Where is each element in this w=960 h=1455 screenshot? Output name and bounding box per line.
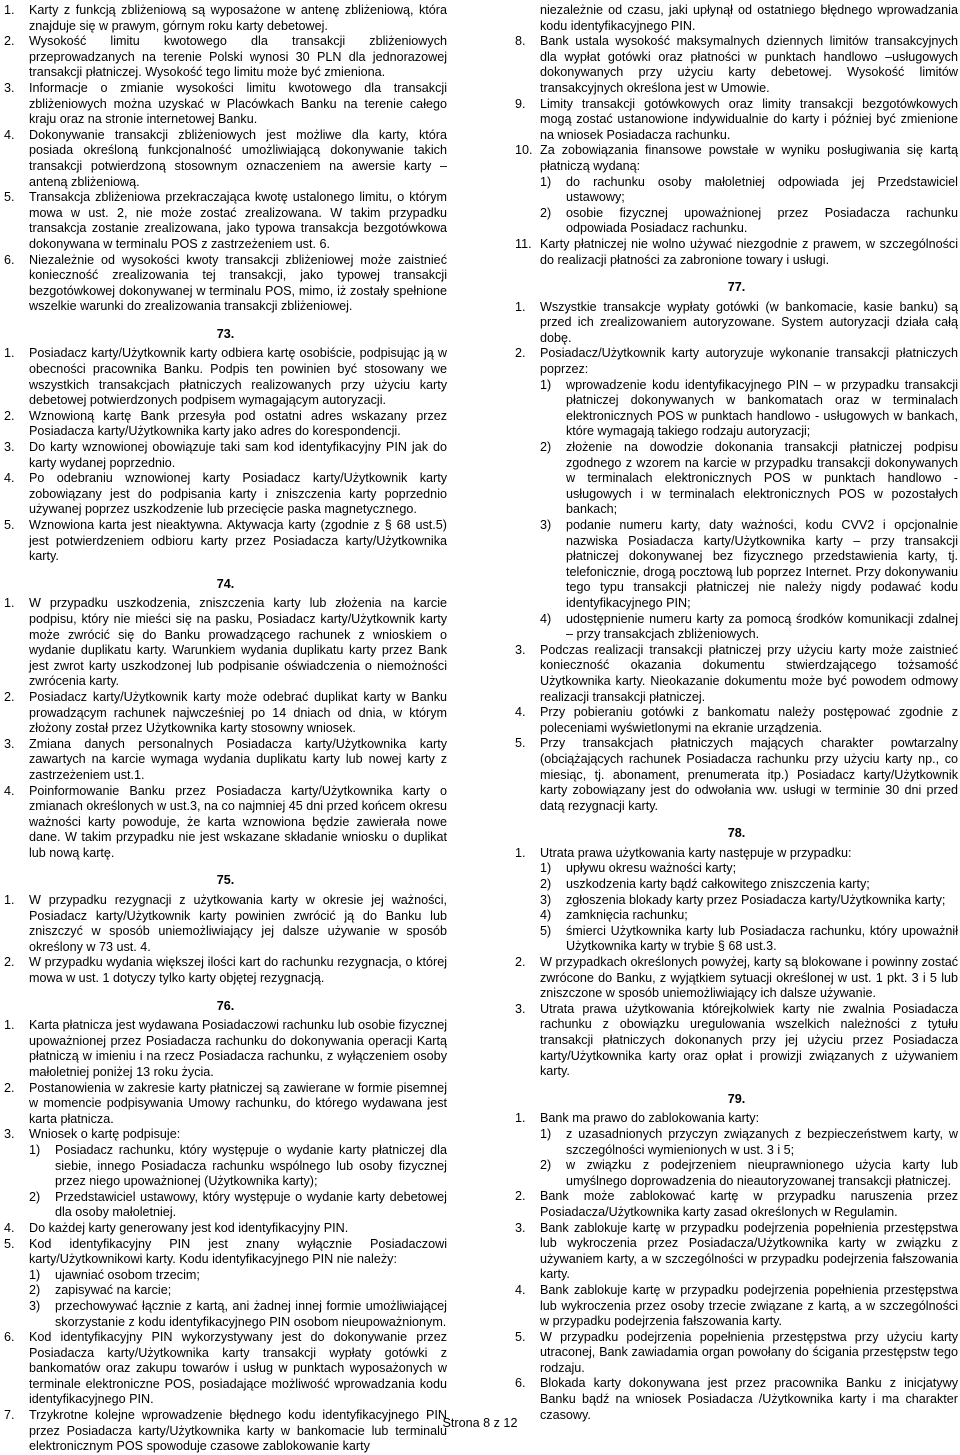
sub-clause	[540, 877, 958, 893]
sub-clause-text: w związku z podejrzeniem nieuprawnionego użycia karty lub umyślnego doprowadzenia do nieautoryzowanej transakcji płatniczej.	[566, 1158, 958, 1188]
sub-clause-number: 5)	[540, 923, 552, 938]
clause-text: Poinformowanie Banku przez Posiadacza karty/Użytkownika karty o zmianach określonych w ust.3, na co najmniej 45 dni przed końcem okresu ważności karty powoduje, że karta wznowiona będzie zawierała nowe dane. W takim przypadku nie jest wskazane składanie wniosku o duplikat lub nową kartę.	[29, 783, 447, 860]
sub-clause-text: Przedstawiciel ustawowy, który występuje o wydanie karty debetowej dla osoby małoletniej.	[55, 1189, 447, 1220]
sub-clause-number: 4)	[540, 611, 552, 626]
clause-number: 2.	[515, 1189, 526, 1204]
numbered-clause	[515, 955, 958, 1002]
numbered-clause	[515, 237, 958, 268]
clause-text: Karta płatnicza jest wydawana Posiadaczowi rachunku lub osobie fizycznej upoważnionej przez Posiadacza rachunku do dokonywania operacji Kartą płatniczą w imieniu i na rzecz Posiadacza rachunku, z wyłączeniem osoby małoletniej poniżej 13 roku życia.	[29, 1018, 447, 1079]
numbered-clause	[4, 1221, 447, 1237]
clause-text: Blokada karty dokonywana jest przez pracownika Banku z inicjatywy Banku bądź na wniosek Posiadacza /Użytkownika karty i ma charakter czasowy.	[540, 1376, 958, 1422]
clause-text: Wszystkie transakcje wypłaty gotówki (w bankomacie, kasie banku) są przed ich zrealizowaniem autoryzowane. System autoryzacji działa całą dobę.	[540, 299, 958, 345]
sub-clause-number: 1)	[29, 1267, 41, 1282]
clause-text: Trzykrotne kolejne wprowadzenie błędnego kodu identyfikacyjnego PIN przez Posiadacza karty/Użytkownika karty w bankomacie lub terminalu elektronicznym POS spowoduje czasowe zablokowanie karty	[29, 1408, 447, 1454]
numbered-clause	[515, 1221, 958, 1283]
sub-clause	[29, 1299, 447, 1330]
clause-number: 6.	[4, 252, 15, 267]
sub-clause	[29, 1190, 447, 1221]
left-column	[4, 3, 447, 1455]
numbered-clause	[4, 346, 447, 408]
numbered-clause	[515, 97, 958, 144]
clause-text: Do karty wznowionej obowiązuje taki sam kod identyfikacyjny PIN jak do karty wydanej poprzednio.	[29, 440, 447, 470]
numbered-clause	[515, 143, 958, 237]
clause-number: 5.	[4, 1236, 15, 1251]
clause-number: 4.	[4, 127, 15, 142]
clause-text: Wznowioną kartę Bank przesyła pod ostatni adres wskazany przez Posiadacza karty/Użytkownika karty jako adres do korespondencji.	[29, 408, 447, 439]
numbered-clause	[4, 128, 447, 190]
sub-clause	[540, 1158, 958, 1189]
sub-clause	[540, 518, 958, 612]
sub-clause	[540, 1127, 958, 1158]
clause-text: Posiadacz karty/Użytkownik karty może odebrać duplikat karty w Banku prowadzącym rachunek najwcześniej po 14 dniach od dnia, w którym złożony został przez Użytkownika karty stosowny wniosek.	[29, 689, 447, 736]
clause-text: Posiadacz karty/Użytkownik karty odbiera kartę osobiście, podpisując ją w obecności pracownika Banku. Podpis ten powinien być stosowany we wszystkich transakcjach płatniczych realizowanych przy użyciu karty debetowej potwierdzonych podpisem wymagającym autoryzacji.	[29, 346, 447, 408]
clause-text: Podczas realizacji transakcji płatniczej przy użyciu karty może zaistnieć konieczność okazania dokumentu stwierdzającego tożsamość Użytkownika karty. Nieokazanie dokumentu może być powodem odmowy realizacji transakcji płatniczej.	[540, 642, 958, 704]
sub-clause-text: wprowadzenie kodu identyfikacyjnego PIN – w przypadku transakcji płatniczej dokonywanych w bankomatach oraz w terminalach elektronicznych POS w punktach handlowo - usługowych w bankach, które wymagają takiego rodzaju autoryzacji;	[566, 377, 958, 439]
clause-number: 4.	[515, 705, 526, 720]
clause-number: 1.	[4, 596, 15, 611]
numbered-clause	[4, 34, 447, 81]
clause-text: W przypadkach określonych powyżej, karty są blokowane i powinny zostać zwrócone do Banku, z wyjątkiem sytuacji określonej w ust. 1 pkt. 3 i 5 lub zniszczone w sposób uniemożliwiający ich dalsze używanie.	[540, 955, 958, 1001]
clause-number: 3.	[515, 642, 526, 657]
clause-text: Wniosek o kartę podpisuje:	[29, 1127, 181, 1142]
clause-number: 1.	[4, 346, 15, 361]
numbered-clause	[515, 643, 958, 705]
sub-clause-number: 3)	[29, 1298, 41, 1313]
clause-text: W przypadku podejrzenia popełnienia przestępstwa przy użyciu karty utraconej, Bank zawiadamia organ powołany do ścigania przestępstw tego rodzaju.	[540, 1329, 958, 1375]
sub-clause-number: 1)	[540, 174, 552, 189]
sub-clause-number: 1)	[540, 377, 552, 392]
continued-paragraph: niezależnie od czasu, jaki upłynął od ostatniego błędnego wprowadzania kodu identyfikacyjnego PIN.	[540, 3, 958, 33]
clause-text: Wysokość limitu kwotowego dla transakcji zbliżeniowych przeprowadzanych na terenie Polski wynosi 30 PLN dla jednorazowej transakcji płatniczej. Wysokość tego limitu może być zmieniona.	[29, 34, 447, 80]
sub-clause-text: zgłoszenia blokady karty przez Posiadacza karty/Użytkownika karty;	[566, 892, 946, 907]
sub-clause-number: 2)	[540, 205, 552, 220]
clause-number: 4.	[4, 1220, 15, 1235]
numbered-clause	[4, 409, 447, 440]
sub-clause-text: z uzasadnionych przyczyn związanych z bezpieczeństwem karty, w szczególności wymienionych w ust. 3 i 5;	[566, 1126, 958, 1157]
clause-number: 1.	[515, 1111, 526, 1126]
numbered-clause	[4, 1127, 447, 1221]
numbered-clause	[515, 346, 958, 642]
clause-text: Utrata prawa użytkowania karty następuje w przypadku:	[540, 845, 852, 860]
numbered-clause	[4, 784, 447, 862]
clause-text: Przy pobieraniu gotówki z bankomatu należy postępować zgodnie z poleceniami wyświetlonymi na ekranie urządzenia.	[540, 705, 958, 735]
section-heading: 79.	[727, 1091, 746, 1106]
sub-clause-text: upływu okresu ważności karty;	[566, 861, 737, 876]
numbered-clause	[4, 518, 447, 565]
sub-clause-text: Posiadacz rachunku, który występuje o wydanie karty płatniczej dla siebie, innego Posiadacza rachunku wspólnego lub osoby fizycznej przez niego upoważnionej (Użytkownika karty);	[55, 1142, 447, 1189]
sub-clause-number: 1)	[540, 1126, 552, 1141]
numbered-clause	[4, 893, 447, 955]
clause-text: Wznowiona karta jest nieaktywna. Aktywacja karty (zgodnie z § 68 ust.5) jest potwierdzeniem odbioru karty przez Posiadacza karty/Użytkownika karty.	[29, 518, 447, 564]
sub-clause-number: 2)	[540, 877, 552, 892]
clause-number: 3.	[4, 736, 15, 751]
clause-number: 3.	[515, 1001, 526, 1016]
clause-number: 6.	[515, 1376, 526, 1391]
sub-clause-text: do rachunku osoby małoletniej odpowiada jej Przedstawiciel ustawowy;	[566, 174, 958, 205]
clause-number: 3.	[4, 440, 15, 455]
clause-text: W przypadku uszkodzenia, zniszczenia karty lub złożenia na karcie podpisu, który nie mieści się na pasku, Posiadacz karty/Użytkownik karty może zwrócić się do Banku prowadzącego rachunek z wnioskiem o wydanie duplikatu karty. Warunkiem wydania duplikatu karty przez Bank jest zwrot karty uszkodzonej lub podpisanie oświadczenia o niemożności zwrócenia karty.	[29, 596, 447, 689]
sub-clause-text: uszkodzenia karty bądź całkowitego zniszczenia karty;	[566, 877, 870, 892]
clause-number: 5.	[4, 518, 15, 532]
clause-text: Bank ma prawo do zablokowania karty:	[540, 1111, 760, 1126]
numbered-clause	[4, 1018, 447, 1080]
section-heading: 78.	[727, 826, 746, 841]
clause-text: Bank ustala wysokość maksymalnych dziennych limitów transakcyjnych dla wypłat gotówki oraz płatności w punktach handlowo –usługowych dokonywanych przy użyciu karty debetowej. Wysokość limitów transakcyjnych określona jest w Umowie.	[540, 34, 958, 95]
clause-number: 4.	[515, 1282, 526, 1297]
sub-clause	[540, 861, 958, 877]
clause-text: Przy transakcjach płatniczych mających charakter powtarzalny (obciążających rachunek Posiadacza rachunku przy użyciu karty np., co miesiąc, tj. abonament, prenumerata itp.) Posiadacz karty/Użytkownik karty zobowiązany jest do odwołania ww. usługi w terminie 30 dni przed datą rezygnacji karty.	[540, 736, 958, 813]
clause-number: 3.	[515, 1220, 526, 1235]
clause-number: 1.	[4, 3, 15, 17]
sub-clause-text: śmierci Użytkownika karty lub Posiadacza rachunku, który upoważnił Użytkownika karty w trybie § 68 ust.3.	[566, 923, 958, 954]
right-column	[515, 3, 958, 1423]
sub-clause-text: podanie numeru karty, daty ważności, kodu CVV2 i opcjonalnie nazwiska Posiadacza karty/Użytkownika karty – przy transakcji płatniczej dokonywanej bez fizycznego przedstawienia karty, tj. telefonicznie, drogą pocztową lub poprzez Internet. Przy dokonywaniu tego typu transakcji płatniczej nie należy nigdy podawać kodu identyfikacyjnego PIN;	[566, 518, 958, 610]
clause-number: 6.	[4, 1330, 15, 1345]
sub-clause	[29, 1143, 447, 1190]
clause-text: Do każdej karty generowany jest kod identyfikacyjny PIN.	[29, 1220, 349, 1235]
clause-number: 5.	[515, 1329, 526, 1344]
clause-text: Niezależnie od wysokości kwoty transakcji zbliżeniowej może zaistnieć konieczność zrealizowania tej transakcji, jako typowej transakcji bezgotówkowej dokonywanej w terminalu POS, mimo, iż zostały spełnione wszelkie warunki do zrealizowania transakcji zbliżeniowej.	[29, 252, 447, 314]
sub-clause-number: 2)	[540, 1158, 552, 1173]
sub-clause-text: złożenie na dowodzie dokonania transakcji płatniczej podpisu zgodnego z wzorem na karcie w przypadku transakcji dokonywanych w terminalach elektronicznych POS w punktach handlowo - usługowych i w terminalach elektronicznych POS w pozostałych bankach;	[566, 440, 958, 517]
clause-text: Karty z funkcją zbliżeniową są wyposażone w antenę zbliżeniową, która znajduje się w prawym, górnym roku karty debetowej.	[29, 3, 447, 33]
clause-text: Po odebraniu wznowionej karty Posiadacz karty/Użytkownik karty zobowiązany jest do podpisania karty i zniszczenia karty poprzednio używanej poprzez uszkodzenie lub przecięcie paska magnetycznego.	[29, 471, 447, 517]
numbered-clause	[4, 3, 447, 34]
sub-clause-number: 2)	[29, 1189, 41, 1204]
clause-number: 4.	[4, 783, 15, 798]
clause-text: Kod identyfikacyjny PIN jest znany wyłącznie Posiadaczowi karty/Użytkownikowi karty. Kodu identyfikacyjnego PIN nie należy:	[29, 1236, 447, 1267]
numbered-clause	[4, 81, 447, 128]
clause-number: 1.	[515, 299, 526, 314]
clause-number: 9.	[515, 96, 526, 111]
numbered-clause	[4, 690, 447, 737]
numbered-clause	[4, 1330, 447, 1408]
clause-number: 8.	[515, 34, 526, 49]
numbered-clause	[515, 1283, 958, 1330]
clause-text: Karty płatniczej nie wolno używać niezgodnie z prawem, w szczególności do realizacji płatności za zabronione towary i usługi.	[540, 236, 958, 267]
clause-text: Postanowienia w zakresie karty płatniczej są zawierane w formie pisemnej w momencie podpisywania Umowy rachunku, do którego wydawana jest karta płatnicza.	[29, 1080, 447, 1126]
clause-number: 1.	[4, 1018, 15, 1033]
section-heading: 75.	[216, 873, 235, 888]
clause-number: 2.	[515, 346, 526, 361]
sub-clause	[29, 1268, 447, 1284]
clause-number: 2.	[4, 408, 15, 423]
numbered-clause	[515, 705, 958, 736]
clause-text: W przypadku rezygnacji z użytkowania karty w okresie jej ważności, Posiadacz karty/Użytkownik karty powinien zwrócić ją do Banku lub zniszczyć w sposób uniemożliwiający jej dalsze używanie w sposób określony w 73 ust. 4.	[29, 893, 447, 954]
page-number: Strona 8 z 12	[442, 1416, 518, 1430]
sub-clause	[540, 206, 958, 237]
section-heading: 76.	[216, 998, 235, 1013]
sub-clause	[540, 378, 958, 440]
clause-text: Posiadacz/Użytkownik karty autoryzuje wykonanie transakcji płatniczych poprzez:	[540, 346, 958, 377]
sub-clause	[29, 1283, 447, 1299]
sub-clause-number: 2)	[540, 440, 552, 455]
sub-clause-text: przechowywać łącznie z kartą, ani żadnej innej formie umożliwiającej skorzystanie z kodu identyfikacyjnego PIN osobom nieupoważnionym.	[55, 1298, 447, 1329]
numbered-clause	[515, 1002, 958, 1080]
clause-number: 5.	[515, 736, 526, 751]
numbered-clause	[4, 596, 447, 690]
clause-text: Zmiana danych personalnych Posiadacza karty/Użytkownika karty zawartych na karcie wymaga wydania duplikatu karty lub nowej karty z zastrzeżeniem ust.1.	[29, 736, 447, 782]
clause-number: 1.	[4, 893, 15, 908]
sub-clause-number: 4)	[540, 908, 552, 923]
section-heading: 74.	[216, 576, 235, 591]
numbered-clause	[515, 736, 958, 814]
clause-text: W przypadku wydania większej ilości kart do rachunku rezygnacja, o której mowa w ust. 1 dotyczy tylko karty objętej rezygnacją.	[29, 955, 447, 986]
clause-text: Utrata prawa użytkowania którejkolwiek karty nie zwalnia Posiadacza rachunku z obowiązku uregulowania wszelkich należności z tytułu transakcji płatniczych dokonanych przy jej użyciu przez Posiadacza karty/Użytkownika karty oraz opłat i prowizji związanych z używaniem karty.	[540, 1001, 958, 1079]
clause-number: 1.	[515, 845, 526, 860]
clause-number: 10.	[515, 143, 533, 158]
numbered-clause	[4, 1081, 447, 1128]
clause-number: 2.	[4, 955, 15, 970]
clause-text: Bank zablokuje kartę w przypadku podejrzenia popełnienia przestępstwa lub wykroczenia przez Posiadacza/Użytkownika karty w związku z używaniem karty, a w szczególności w przypadku podejrzenia fałszowania karty.	[540, 1220, 958, 1282]
clause-text: Za zobowiązania finansowe powstałe w wyniku posługiwania się kartą płatniczą wydaną:	[540, 143, 958, 173]
clause-number: 5.	[4, 190, 15, 205]
section-heading: 73.	[216, 326, 235, 341]
clause-number: 3.	[4, 1127, 15, 1142]
clause-text: Transakcja zbliżeniowa przekraczająca kwotę ustalonego limitu, o którym mowa w ust. 2, nie może zostać zrealizowana. W takim przypadku transakcja zostanie zrealizowana, jako typowa transakcja bezgotówkowa dokonywana w terminalu POS z zastrzeżeniem ust. 6.	[29, 190, 447, 251]
numbered-clause	[515, 846, 958, 955]
numbered-clause	[515, 34, 958, 96]
sub-clause-number: 3)	[540, 518, 552, 532]
clause-text: Informacje o zmianie wysokości limitu kwotowego dla transakcji zbliżeniowych można uzyskać w Placówkach Banku na terenie całego kraju oraz na stronie internetowej Banku.	[29, 80, 447, 127]
sub-clause	[540, 908, 958, 924]
numbered-clause	[515, 1189, 958, 1220]
clause-text: Limity transakcji gotówkowych oraz limity transakcji bezgotówkowych mogą zostać ustanowione indywidualnie do karty i później być zmienione na wniosek Posiadacza rachunku.	[540, 96, 958, 142]
sub-clause	[540, 924, 958, 955]
clause-text: Bank zablokuje kartę w przypadku podejrzenia popełnienia przestępstwa lub wykroczenia przez osoby trzecie związane z kartą, a w szczególności w przypadku podejrzenia fałszowania karty.	[540, 1282, 958, 1329]
clause-number: 2.	[4, 689, 15, 704]
clause-number: 2.	[4, 34, 15, 49]
sub-clause-text: udostępnienie numeru karty za pomocą środków komunikacji zdalnej – przy transakcjach zbliżeniowych.	[566, 611, 958, 642]
clause-text: Dokonywanie transakcji zbliżeniowych jest możliwe dla karty, która posiada określoną funkcjonalność umożliwiającą dokonywanie takich transakcji potwierdzoną stosownym oznaczeniem na awersie karty – anteną zbliżeniową.	[29, 127, 447, 189]
sub-clause-text: ujawniać osobom trzecim;	[55, 1267, 200, 1282]
sub-clause-number: 1)	[29, 1142, 41, 1157]
sub-clause-number: 1)	[540, 861, 552, 876]
numbered-clause	[4, 190, 447, 252]
clause-text: Bank może zablokować kartę w przypadku naruszenia przez Posiadacza/Użytkownika karty zasad określonych w Regulamin.	[540, 1189, 958, 1219]
numbered-clause	[4, 737, 447, 784]
sub-clause	[540, 612, 958, 643]
clause-number: 4.	[4, 471, 15, 486]
numbered-clause	[515, 300, 958, 347]
sub-clause-text: zamknięcia rachunku;	[566, 908, 688, 923]
numbered-clause	[4, 1237, 447, 1331]
numbered-clause	[4, 440, 447, 471]
sub-clause-number: 3)	[540, 892, 552, 907]
clause-number: 3.	[4, 80, 15, 95]
numbered-clause	[515, 1111, 958, 1189]
section-heading: 77.	[727, 280, 746, 295]
clause-text: Kod identyfikacyjny PIN wykorzystywany jest do dokonywanie przez Posiadacza karty/Użytkownika karty transakcji wypłaty gotówki z bankomatów oraz zakupu towarów i usług w punktach wyposażonych w terminale elektroniczne POS, posiadające możliwość wprowadzania kodu identyfikacyjnego PIN.	[29, 1330, 447, 1407]
sub-clause-text: osobie fizycznej upoważnionej przez Posiadacza rachunku odpowiada Posiadacz rachunku.	[566, 205, 958, 236]
numbered-clause	[4, 471, 447, 518]
numbered-clause	[4, 253, 447, 315]
sub-clause-text: zapisywać na karcie;	[55, 1283, 172, 1298]
clause-number: 2.	[4, 1080, 15, 1095]
numbered-clause	[4, 955, 447, 986]
clause-number: 7.	[4, 1408, 15, 1423]
clause-number: 11.	[515, 236, 532, 251]
numbered-clause	[515, 1330, 958, 1377]
sub-clause	[540, 893, 958, 909]
clause-number: 2.	[515, 955, 526, 970]
sub-clause	[540, 175, 958, 206]
sub-clause	[540, 440, 958, 518]
sub-clause-number: 2)	[29, 1283, 41, 1298]
